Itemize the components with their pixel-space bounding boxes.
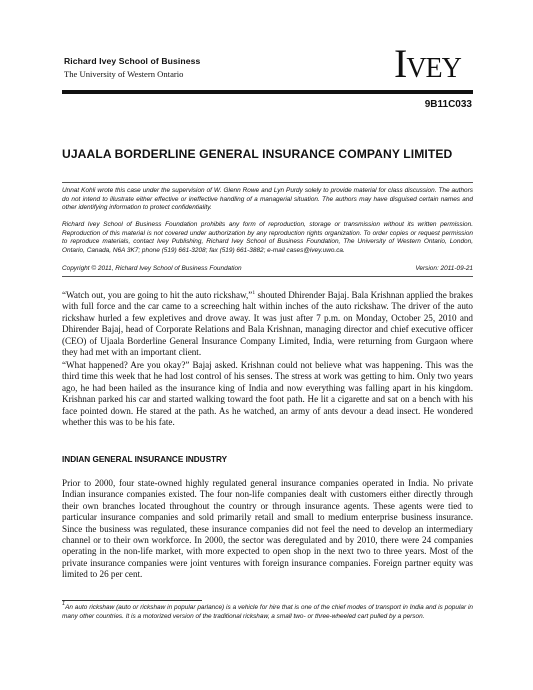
- footnote: [62, 601, 473, 621]
- copyright-line: [62, 265, 473, 274]
- copyright-text: Copyright © 2011, Richard Ivey School of Business Foundation: [62, 265, 242, 272]
- logo-cap-letter: I: [394, 41, 407, 86]
- paragraph-1-quote: “Watch out, you are going to hit the auto rickshaw,”: [62, 290, 253, 300]
- university-name: The University of Western Ontario: [64, 69, 184, 79]
- footnote-reference: 1: [252, 290, 256, 296]
- authorship-notice: Unnat Kohli wrote this case under the supervision of W. Glenn Rowe and Lyn Purdy solely to provide material for class discussion. The authors do not intend to illustrate either effective or ineffective handling of a managerial situation. The authors may have disguised certain names and other identifying information to protect confidentiality.: [62, 187, 473, 212]
- paragraph-1-text: shouted Dhirender Bajaj. Bala Krishnan applied the brakes with full force and the car came to a screeching halt within inches of the auto rickshaw. The driver of the auto rickshaw hurled a few expletives and drove away. It was just after 7 p.m. on Monday, October 25, 2010 and Dhirender Bajaj, head of Corporate Relations and Bala Krishnan, managing director and chief executive officer (CEO) of Ujaala Borderline General Insurance Company Limited, India, were returning from Gurgaon where they had met with an important client.: [62, 290, 473, 358]
- body-paragraph-3: Prior to 2000, four state-owned highly regulated general insurance companies operated in India. No private Indian insurance companies existed. The four non-life companies dealt with customers either directly through their own branches located throughout the country or through insurance agents. These agents were tied to particular insurance companies and sold primarily retail and small to medium enterprise business insurance. Since the business was regulated, these insurance companies did not feel the need to develop an intermediary channel or to their own workforce. In 2000, the sector was deregulated and by 2010, there were 24 companies operating in the non-life market, with more expected to open shop in the next two to three years. Most of the private insurance companies were joint ventures with foreign insurance companies. Foreign partner equity was limited to 26 per cent.: [62, 478, 473, 580]
- footnote-mark: 1: [62, 601, 66, 607]
- footnote-text: An auto rickshaw (auto or rickshaw in popular parlance) is a vehicle for hire that is one of the chief modes of transport in India and is popular in many other countries. It is a motorized version of the traditional rickshaw, a small two- or three-wheeled cart pulled by a person.: [62, 604, 473, 620]
- case-number: 9B11C033: [424, 99, 472, 110]
- case-title: UJAALA BORDERLINE GENERAL INSURANCE COMPANY LIMITED: [62, 147, 453, 161]
- notice-top-rule: [62, 182, 473, 183]
- section-heading: INDIAN GENERAL INSURANCE INDUSTRY: [62, 455, 228, 464]
- school-name: Richard Ivey School of Business: [64, 56, 201, 66]
- footnote-rule: [62, 600, 202, 601]
- body-paragraph-2: “What happened? Are you okay?” Bajaj asked. Krishnan could not believe what was happening. This was the third time this week that he had lost control of his senses. The stress at work was getting to him. Only two years ago, he had been hailed as the insurance king of India and now everything was falling apart in his kingdom. Krishnan parked his car and started walking toward the foot path. He lit a cigarette and sat on a bench with his face pointed down. He stared at the path. As he watched, an army of ants devour a dead insect. He wondered whether this was to be his fate.: [62, 360, 473, 428]
- body-paragraph-1: [62, 290, 473, 358]
- version-text: Version: 2011-09-21: [415, 265, 473, 272]
- logo-small-letters: VEY: [406, 53, 461, 84]
- header-rule: [62, 90, 473, 94]
- ivey-logo: [394, 41, 461, 89]
- notice-bottom-rule: [62, 276, 473, 277]
- permissions-notice: Richard Ivey School of Business Foundation prohibits any form of reproduction, storage or transmission without its written permission. Reproduction of this material is not covered under authorization by any reproduction rights organization. To order copies or request permission to reproduce materials, contact Ivey Publishing, Richard Ivey School of Business Foundation, The University of Western Ontario, London, Ontario, Canada, N6A 3K7; phone (519) 661-3208; fax (519) 661-3882; e-mail cases@ivey.uwo.ca.: [62, 221, 473, 255]
